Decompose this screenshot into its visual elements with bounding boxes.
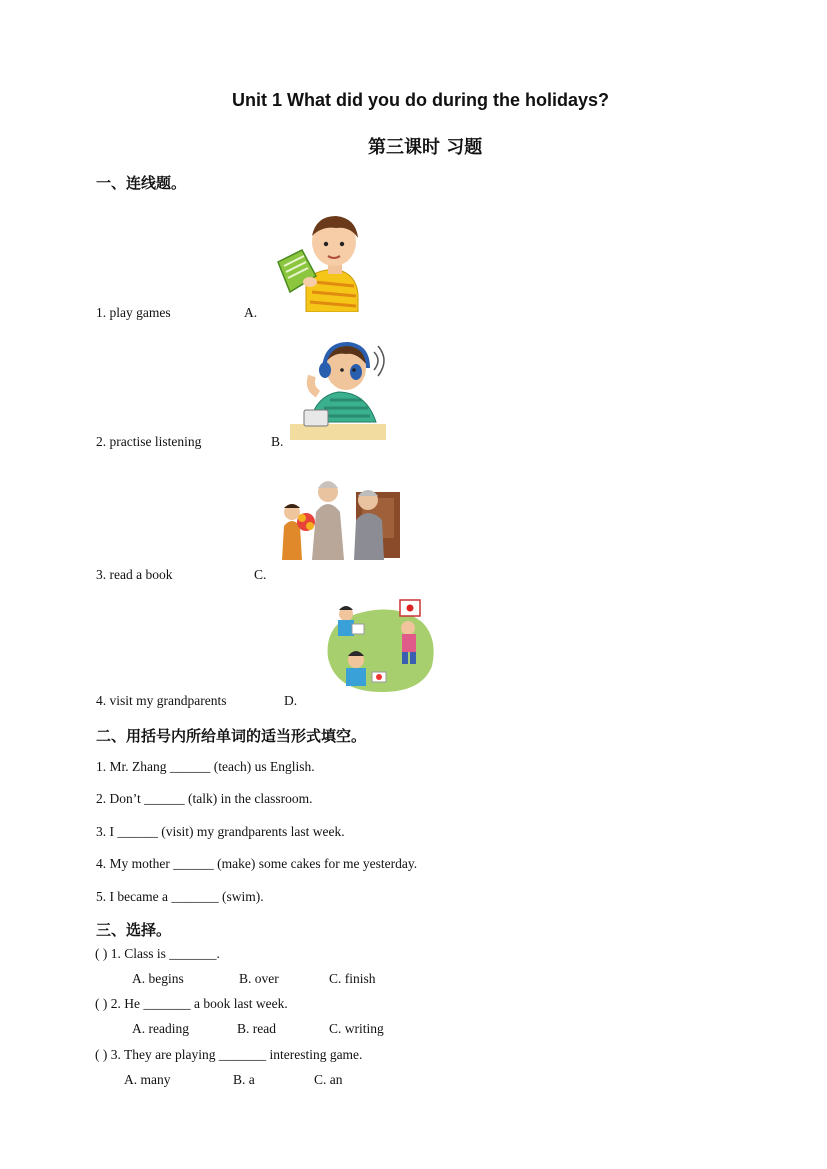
fill-item-4: 4. My mother ______ (make) some cakes for me yesterday. <box>96 856 418 871</box>
match-phrase-1: 1. play games <box>96 305 171 320</box>
boy-headphones-illustration <box>290 338 390 440</box>
fill-item-3: 3. I ______ (visit) my grandparents last week. <box>96 824 345 839</box>
match-phrase-4: 4. visit my grandparents <box>96 693 227 708</box>
match-letter-a: A. <box>244 305 258 320</box>
choice-q1-option-c: C. finish <box>329 971 376 986</box>
section-3-heading: 三、选择。 <box>96 921 172 939</box>
visit-grandparents-illustration <box>272 466 404 560</box>
match-letter-b: B. <box>271 434 284 449</box>
choice-q2-option-a: A. reading <box>132 1021 189 1036</box>
fill-item-1: 1. Mr. Zhang ______ (teach) us English. <box>96 759 315 774</box>
choice-q1-option-b: B. over <box>239 971 279 986</box>
children-playing-illustration <box>322 598 438 696</box>
choice-question-3: ( ) 3. They are playing _______ interesting game. <box>95 1047 363 1062</box>
fill-item-2: 2. Don’t ______ (talk) in the classroom. <box>96 791 313 806</box>
lesson-subtitle: 第三课时 习题 <box>368 137 483 158</box>
section-1-heading: 一、连线题。 <box>96 174 187 192</box>
match-letter-d: D. <box>284 693 298 708</box>
match-phrase-3: 3. read a book <box>96 567 173 582</box>
match-letter-c: C. <box>254 567 267 582</box>
choice-question-1: ( ) 1. Class is _______. <box>95 946 220 961</box>
fill-item-5: 5. I became a _______ (swim). <box>96 889 264 904</box>
choice-q1-option-a: A. begins <box>132 971 184 986</box>
boy-reading-illustration <box>276 210 362 312</box>
choice-question-2: ( ) 2. He _______ a book last week. <box>95 996 288 1011</box>
choice-q2-option-c: C. writing <box>329 1021 384 1036</box>
match-phrase-2: 2. practise listening <box>96 434 202 449</box>
choice-q3-option-c: C. an <box>314 1072 343 1087</box>
choice-q2-option-b: B. read <box>237 1021 276 1036</box>
choice-q3-option-b: B. a <box>233 1072 255 1087</box>
page-title: Unit 1 What did you do during the holidays? <box>232 90 609 110</box>
section-2-heading: 二、用括号内所给单词的适当形式填空。 <box>96 727 367 745</box>
choice-q3-option-a: A. many <box>124 1072 171 1087</box>
